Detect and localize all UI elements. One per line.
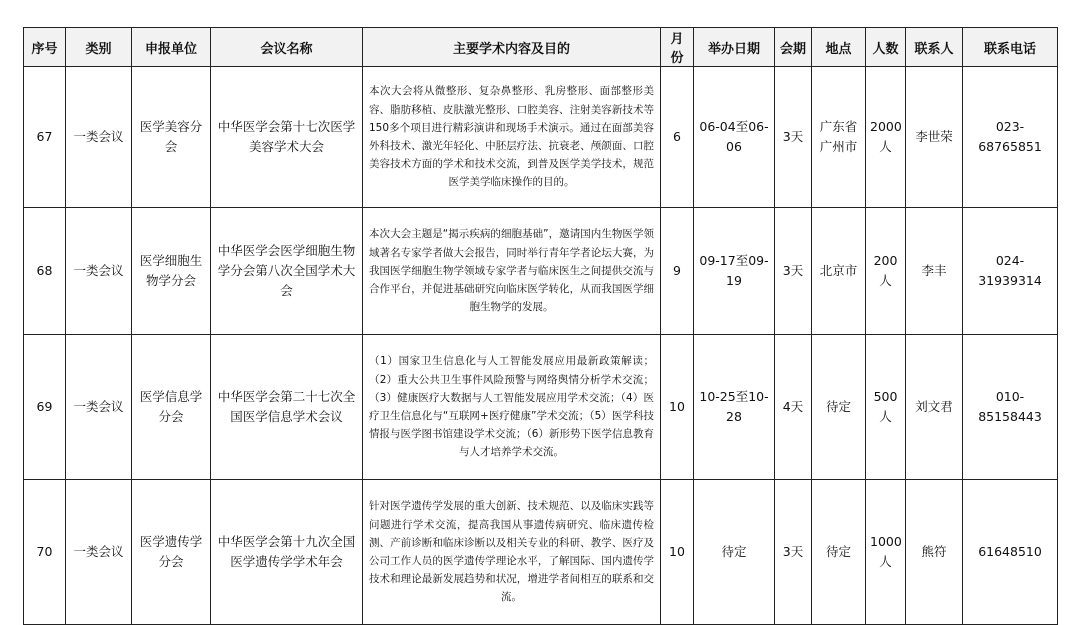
cell-people: 500人 bbox=[866, 335, 906, 480]
cell-date: 09-17至09-19 bbox=[694, 208, 775, 335]
table-row bbox=[24, 208, 1058, 335]
cell-people: 200人 bbox=[866, 208, 906, 335]
cell-contact: 刘文君 bbox=[906, 335, 963, 480]
header-row bbox=[24, 28, 1058, 67]
cell-place: 待定 bbox=[812, 480, 866, 625]
cell-name: 中华医学会第十七次医学美容学术大会 bbox=[211, 67, 363, 208]
cell-phone: 61648510 bbox=[963, 480, 1058, 625]
cell-category: 一类会议 bbox=[66, 67, 132, 208]
cell-place: 待定 bbox=[812, 335, 866, 480]
cell-contact: 熊符 bbox=[906, 480, 963, 625]
cell-category: 一类会议 bbox=[66, 208, 132, 335]
cell-month: 6 bbox=[661, 67, 694, 208]
conference-table bbox=[23, 27, 1058, 625]
cell-name: 中华医学会第十九次全国医学遗传学学术年会 bbox=[211, 480, 363, 625]
header-no: 序号 bbox=[24, 28, 66, 67]
header-content: 主要学术内容及目的 bbox=[363, 28, 661, 67]
cell-phone: 023-68765851 bbox=[963, 67, 1058, 208]
conference-table-container bbox=[23, 27, 1058, 625]
header-name: 会议名称 bbox=[211, 28, 363, 67]
table-row bbox=[24, 67, 1058, 208]
cell-no: 68 bbox=[24, 208, 66, 335]
table-row bbox=[24, 480, 1058, 625]
cell-name: 中华医学会医学细胞生物学分会第八次全国学术大会 bbox=[211, 208, 363, 335]
cell-unit: 医学遗传学分会 bbox=[132, 480, 211, 625]
cell-duration: 3天 bbox=[775, 208, 812, 335]
cell-place: 北京市 bbox=[812, 208, 866, 335]
cell-no: 69 bbox=[24, 335, 66, 480]
header-place: 地点 bbox=[812, 28, 866, 67]
cell-month: 9 bbox=[661, 208, 694, 335]
header-unit: 申报单位 bbox=[132, 28, 211, 67]
header-month: 月份 bbox=[661, 28, 694, 67]
cell-unit: 医学美容分会 bbox=[132, 67, 211, 208]
header-people: 人数 bbox=[866, 28, 906, 67]
cell-month: 10 bbox=[661, 335, 694, 480]
cell-people: 1000人 bbox=[866, 480, 906, 625]
cell-no: 67 bbox=[24, 67, 66, 208]
header-phone: 联系电话 bbox=[963, 28, 1058, 67]
cell-place: 广东省广州市 bbox=[812, 67, 866, 208]
cell-content: 针对医学遗传学发展的重大创新、技术规范、以及临床实践等问题进行学术交流，提高我国从事遗传病研究、临床遗传检测、产前诊断和临床诊断以及相关专业的科研、教学、医疗及公司工作人员的医学遗传学理论水平，了解国际、国内遗传学技术和理论最新发展趋势和状况，增进学者间相互的联系和交流。 bbox=[363, 480, 661, 625]
cell-content: 本次大会将从微整形、复杂鼻整形、乳房整形、面部整形美容、脂肪移植、皮肤激光整形、口腔美容、注射美容新技术等150多个项目进行精彩演讲和现场手术演示。通过在面部美容外科技术、激光年轻化、中胚层疗法、抗衰老、颅颌面、口腔美容技术方面的学术和技术交流，到普及医学美学技术，规范医学美学临床操作的目的。 bbox=[363, 67, 661, 208]
cell-phone: 024-31939314 bbox=[963, 208, 1058, 335]
cell-category: 一类会议 bbox=[66, 480, 132, 625]
cell-duration: 3天 bbox=[775, 67, 812, 208]
cell-name: 中华医学会第二十七次全国医学信息学术会议 bbox=[211, 335, 363, 480]
cell-phone: 010-85158443 bbox=[963, 335, 1058, 480]
cell-no: 70 bbox=[24, 480, 66, 625]
header-date: 举办日期 bbox=[694, 28, 775, 67]
cell-duration: 4天 bbox=[775, 335, 812, 480]
cell-unit: 医学信息学分会 bbox=[132, 335, 211, 480]
header-contact: 联系人 bbox=[906, 28, 963, 67]
cell-month: 10 bbox=[661, 480, 694, 625]
cell-contact: 李丰 bbox=[906, 208, 963, 335]
header-duration: 会期 bbox=[775, 28, 812, 67]
cell-content: 本次大会主题是“揭示疾病的细胞基础”，邀请国内生物医学领域著名专家学者做大会报告，同时举行青年学者论坛大赛，为我国医学细胞生物学领域专家学者与临床医生之间提供交流与合作平台，并促进基础研究向临床医学转化，从而我国医学细胞生物学的发展。 bbox=[363, 208, 661, 335]
cell-duration: 3天 bbox=[775, 480, 812, 625]
cell-people: 2000人 bbox=[866, 67, 906, 208]
cell-contact: 李世荣 bbox=[906, 67, 963, 208]
cell-date: 06-04至06-06 bbox=[694, 67, 775, 208]
cell-date: 10-25至10-28 bbox=[694, 335, 775, 480]
cell-content: （1）国家卫生信息化与人工智能发展应用最新政策解读；（2）重大公共卫生事件风险预警与网络舆情分析学术交流；（3）健康医疗大数据与人工智能发展应用学术交流；（4）医疗卫生信息化与“互联网+医疗健康”学术交流；（5）医学科技情报与医学图书馆建设学术交流；（6）新形势下医学信息教育与人才培养学术交流。 bbox=[363, 335, 661, 480]
cell-date: 待定 bbox=[694, 480, 775, 625]
cell-category: 一类会议 bbox=[66, 335, 132, 480]
table-row bbox=[24, 335, 1058, 480]
cell-unit: 医学细胞生物学分会 bbox=[132, 208, 211, 335]
header-category: 类别 bbox=[66, 28, 132, 67]
